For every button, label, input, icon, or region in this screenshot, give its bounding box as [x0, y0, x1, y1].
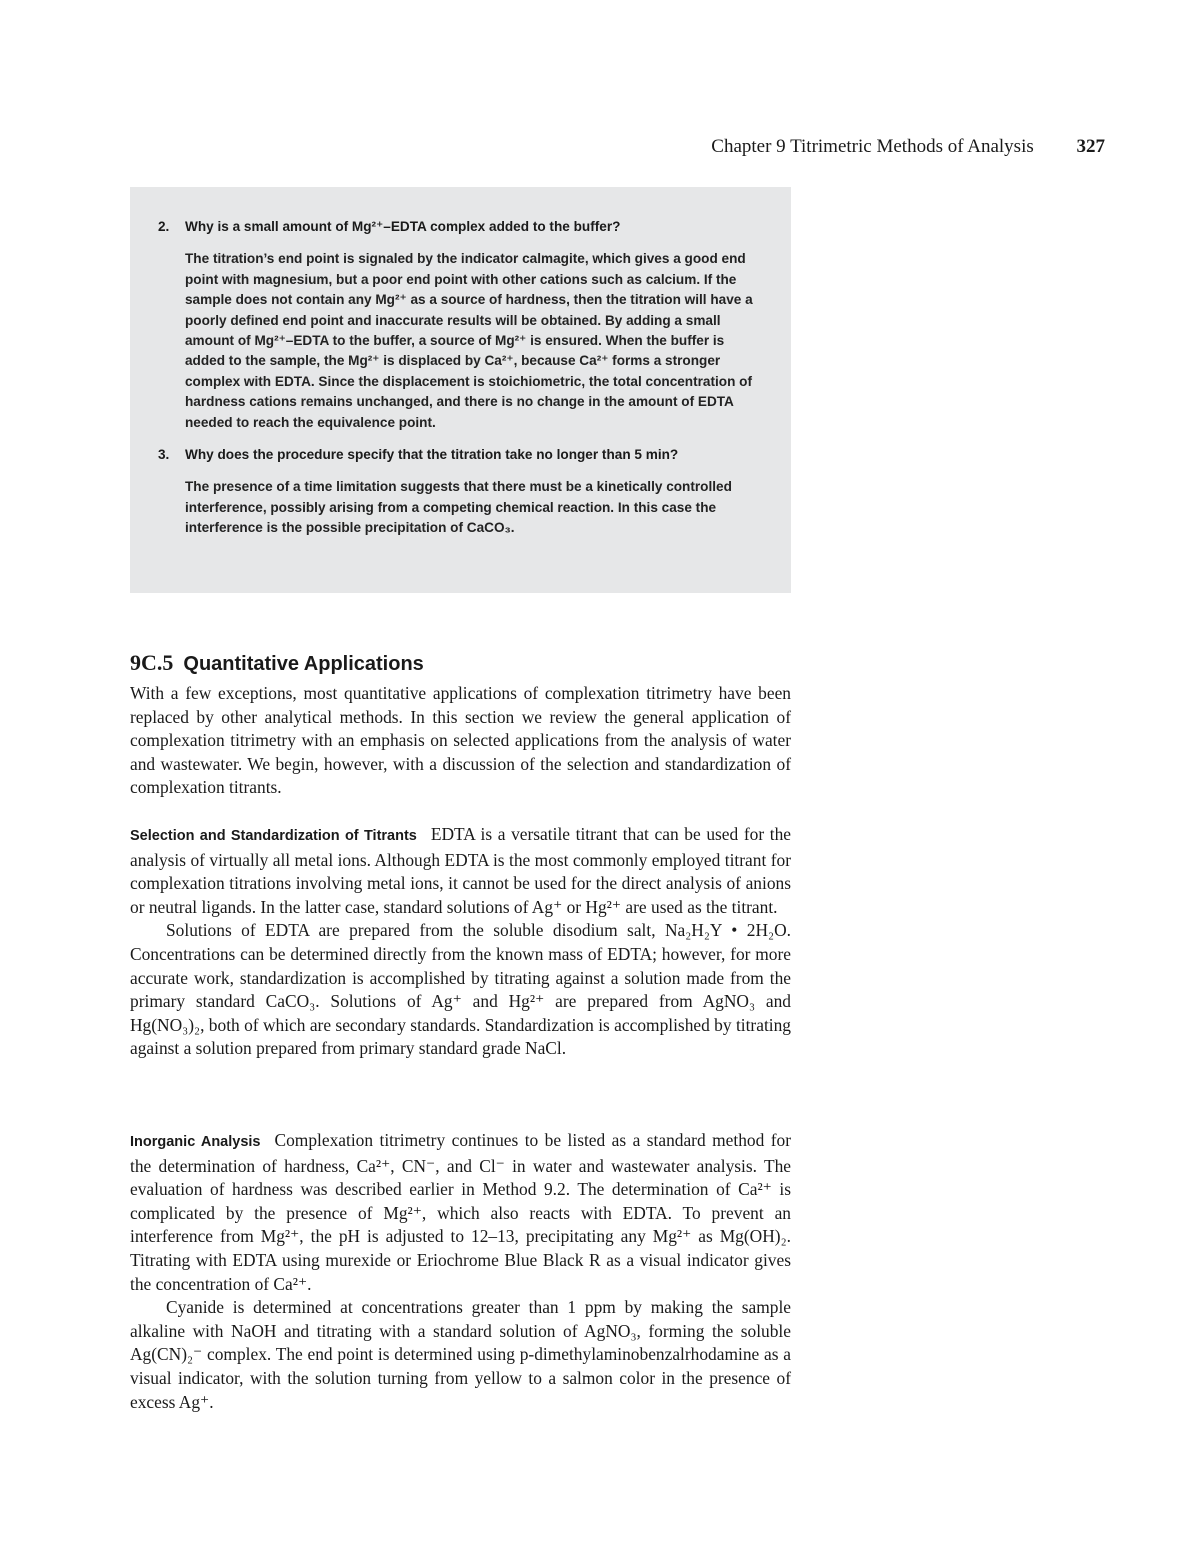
selection-paragraph-2: Solutions of EDTA are prepared from the soluble disodium salt, Na₂H₂Y • 2H₂O. Concentrations can be determined directly from the known mass of EDTA; however, for more accurate work, standardization is accomplished by titrating against a solution made from the primary standard CaCO₃. Solutions of Ag⁺ and Hg²⁺ are prepared from AgNO₃ and Hg(NO₃)₂, both of which are secondary standards. Standardization is accomplished by titrating against a solution prepared from primary standard grade NaCl. — [130, 920, 791, 1059]
qa-question: Why is a small amount of Mg²⁺–EDTA complex added to the buffer? — [185, 219, 621, 234]
qa-number: 2. — [158, 219, 170, 234]
selection-paragraph-1 — [130, 823, 791, 919]
qa-box — [130, 187, 791, 593]
selection-block — [130, 823, 791, 1061]
section-number: 9C.5 — [130, 650, 174, 675]
selection-text-1: EDTA is a versatile titrant that can be used for the analysis of virtually all metal ions. Although EDTA is the most commonly employed titrant for complexation titrations involving metal ions, it cannot be used for the direct analysis of anions or neutral ligands. In the latter case, standard solutions of Ag⁺ or Hg²⁺ are used as the titrant. — [130, 824, 791, 917]
qa-item — [158, 217, 761, 433]
qa-answer: The presence of a time limitation suggests that there must be a kinetically controlled interference, possibly arising from a competing chemical reaction. In this case the interference is the possible precipitation of CaCO₃. — [185, 479, 732, 536]
section-title: Quantitative Applications — [183, 653, 424, 675]
inorganic-paragraph-2: Cyanide is determined at concentrations greater than 1 ppm by making the sample alkaline with NaOH and titrating with a standard solution of AgNO₃, forming the soluble Ag(CN)₂⁻ complex. The end point is determined using p-dimethylaminobenzalrhodamine as a visual indicator, with the solution turning from yellow to a salmon color in the presence of excess Ag⁺. — [130, 1297, 791, 1412]
inorganic-heading: Inorganic Analysis — [130, 1134, 261, 1150]
chapter-title: Chapter 9 Titrimetric Methods of Analysis — [711, 136, 1034, 157]
selection-heading: Selection and Standardization of Titrants — [130, 828, 417, 844]
section-heading — [130, 650, 791, 676]
intro-paragraph: With a few exceptions, most quantitative applications of complexation titrimetry have been replaced by other analytical methods. In this section we review the general application of complexation titrimetry with an emphasis on selected applications from the analysis of water and wastewater. We begin, however, with a discussion of the selection and standardization of complexation titrants. — [130, 683, 791, 798]
page-number: 327 — [1076, 136, 1105, 157]
intro-paragraph-block — [130, 682, 791, 800]
qa-question: Why does the procedure specify that the titration take no longer than 5 min? — [185, 447, 679, 463]
inorganic-block — [130, 1129, 791, 1414]
qa-item — [158, 445, 761, 539]
qa-answer: The titration’s end point is signaled by the indicator calmagite, which gives a good end point with magnesium, but a poor end point with other cations such as calcium. If the sample does not contain any Mg²⁺ as a source of hardness, then the titration will have a poorly defined end point and inaccurate results will be obtained. By adding a small amount of Mg²⁺–EDTA to the buffer, a source of Mg²⁺ is ensured. When the buffer is added to the sample, the Mg²⁺ is displaced by Ca²⁺, because Ca²⁺ forms a stronger complex with EDTA. Since the displacement is stoichiometric, the total concentration of hardness cations remains unchanged, and there is no change in the amount of EDTA needed to reach the equivalence point. — [185, 251, 753, 430]
running-head — [560, 136, 1105, 158]
inorganic-text-1: Complexation titrimetry continues to be listed as a standard method for the determination of hardness, Ca²⁺, CN⁻, and Cl⁻ in water and wastewater analysis. The evaluation of hardness was described earlier in Method 9.2. The determination of Ca²⁺ is complicated by the presence of Mg²⁺, which also reacts with EDTA. To prevent an interference from Mg²⁺, the pH is adjusted to 12–13, precipitating any Mg²⁺ as Mg(OH)₂. Titrating with EDTA using murexide or Eriochrome Blue Black R as a visual indicator gives the concentration of Ca²⁺. — [130, 1130, 792, 1294]
qa-number: 3. — [158, 447, 170, 463]
inorganic-paragraph-1 — [130, 1129, 791, 1296]
